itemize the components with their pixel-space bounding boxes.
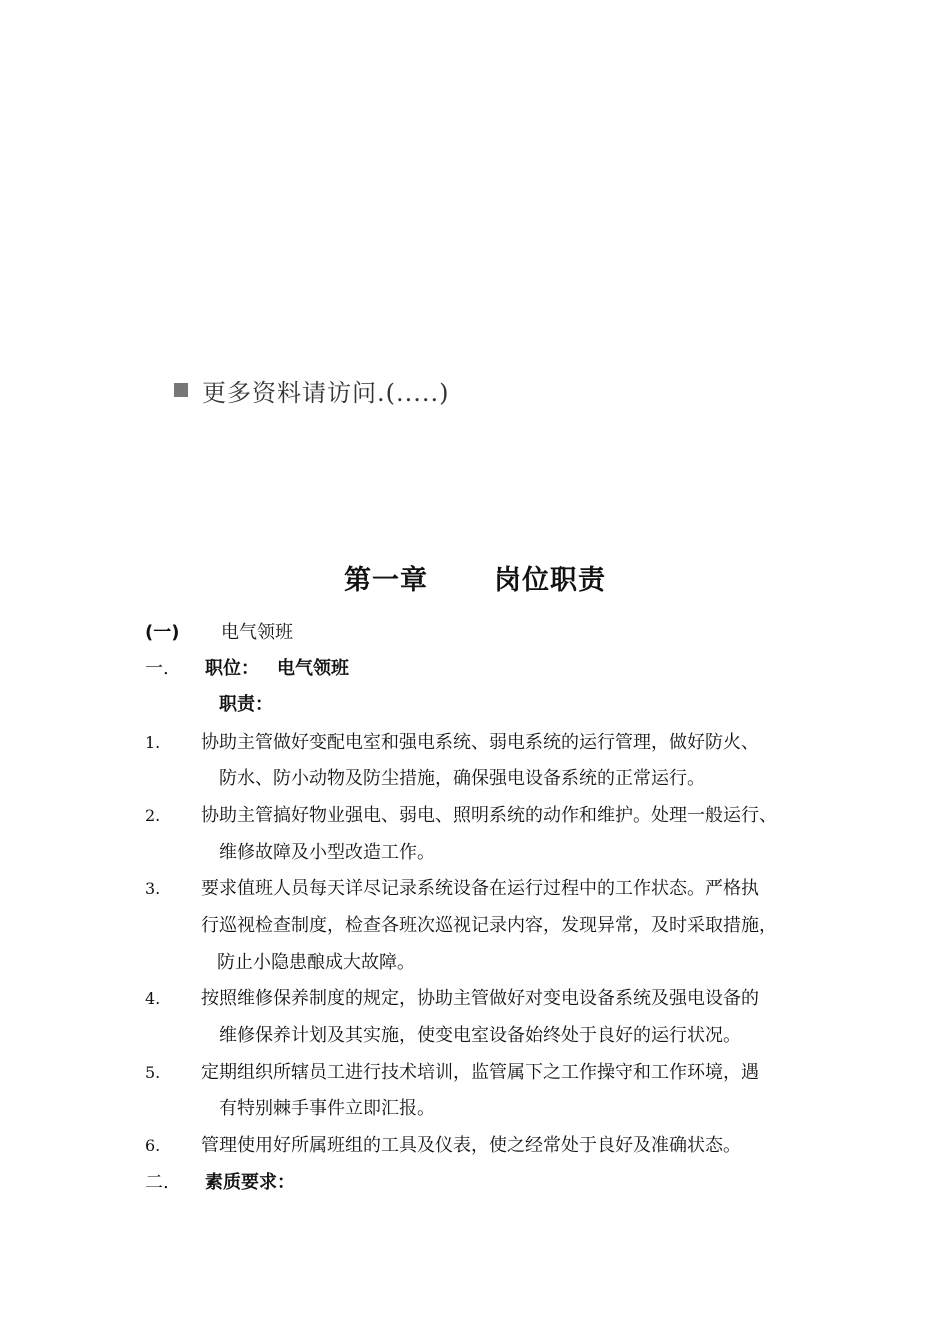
chapter-number: 第一章 xyxy=(344,565,428,596)
duty-number: 6. xyxy=(145,1136,161,1155)
duty-line: 管理使用好所属班组的工具及仪表，使之经常处于良好及准确状态。 xyxy=(201,1135,741,1156)
notice-text: 更多资料请访问.(.....) xyxy=(202,378,450,407)
duty-line: 定期组织所辖员工进行技术培训，监管属下之工作操守和工作环境，遇 xyxy=(201,1062,759,1083)
position-marker: 一. xyxy=(145,658,169,679)
duties-label: 职责： xyxy=(219,694,273,715)
duty-number: 1. xyxy=(145,733,161,752)
duty-line: 防水、防小动物及防尘措施，确保强电设备系统的正常运行。 xyxy=(219,768,705,789)
duty-line: 按照维修保养制度的规定，协助主管做好对变电设备系统及强电设备的 xyxy=(201,988,759,1009)
duty-line: 维修保养计划及其实施，使变电室设备始终处于良好的运行状况。 xyxy=(219,1025,741,1046)
duty-number: 2. xyxy=(145,806,161,825)
duty-line: 要求值班人员每天详尽记录系统设备在运行过程中的工作状态。严格执 xyxy=(201,878,759,899)
resource-notice xyxy=(174,370,450,410)
section-marker: (一) xyxy=(145,622,180,643)
chapter-heading xyxy=(0,558,950,597)
duty-line: 协助主管搞好物业强电、弱电、照明系统的动作和维护。处理一般运行、 xyxy=(201,805,777,826)
duty-line: 有特别棘手事件立即汇报。 xyxy=(219,1098,435,1119)
duty-line: 维修故障及小型改造工作。 xyxy=(219,842,435,863)
duty-line: 行巡视检查制度，检查各班次巡视记录内容，发现异常，及时采取措施， xyxy=(201,915,777,936)
requirements-marker: 二. xyxy=(145,1172,169,1193)
duty-line: 防止小隐患酿成大故障。 xyxy=(217,952,415,973)
duty-number: 4. xyxy=(145,989,161,1008)
position-value: 电气领班 xyxy=(277,658,349,679)
chapter-title: 岗位职责 xyxy=(494,565,606,596)
duty-line: 协助主管做好变配电室和强电系统、弱电系统的运行管理，做好防火、 xyxy=(201,732,759,753)
position-label: 职位： xyxy=(205,658,259,679)
duty-number: 5. xyxy=(145,1063,161,1082)
section-title: 电气领班 xyxy=(221,622,293,643)
duty-number: 3. xyxy=(145,879,161,898)
requirements-label: 素质要求： xyxy=(205,1172,295,1193)
section-heading xyxy=(145,620,179,646)
square-bullet-icon xyxy=(174,383,188,397)
